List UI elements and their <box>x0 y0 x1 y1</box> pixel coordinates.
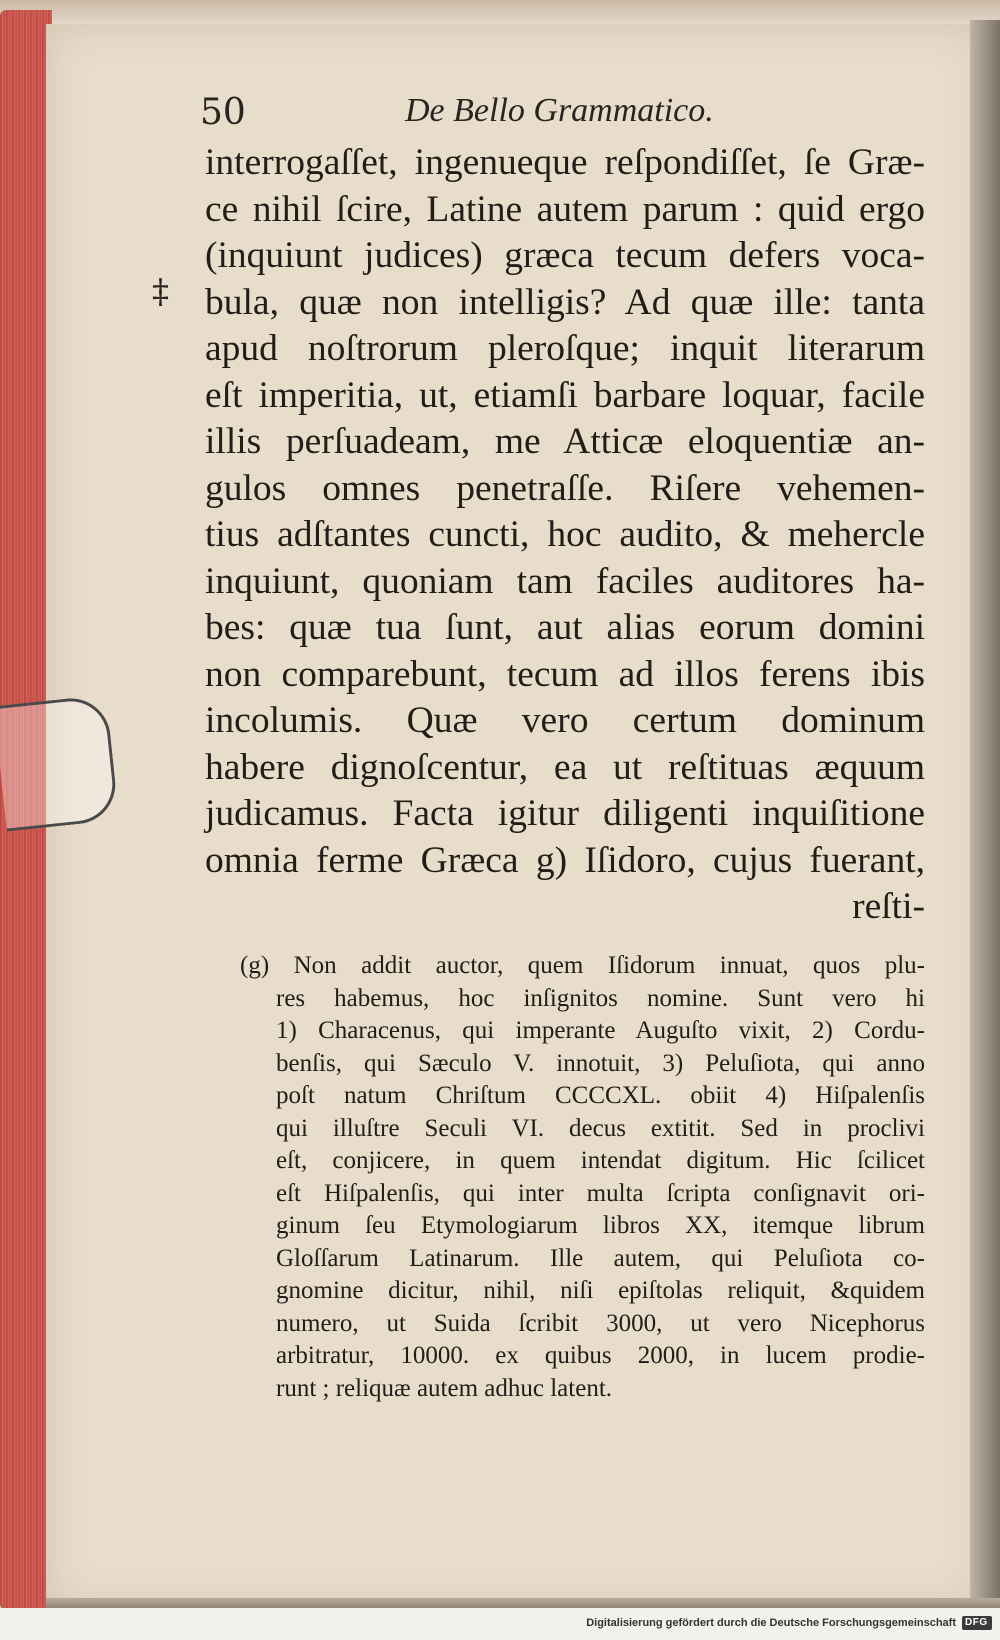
page-gutter <box>970 20 1000 1608</box>
funding-credit: Digitalisierung gefördert durch die Deutsche Forschungsgemeinschaft <box>586 1617 956 1629</box>
footnote-line: qui illuſtre Seculi VI. decus extitit. Sed in proclivi <box>276 1114 925 1142</box>
footer-bar <box>0 1608 1000 1640</box>
text-line: ce nihil ſcire, Latine autem parum : quid ergo <box>205 188 925 230</box>
running-title: De Bello Grammatico. <box>405 92 714 129</box>
text-line: bes: quæ tua ſunt, aut alias eorum domini <box>205 607 925 648</box>
text-line: tius adſtantes cuncti, hoc audito, & mehercle <box>205 514 925 555</box>
footnote-line: gnomine dicitur, nihil, niſi epiſtolas reliquit, &quidem <box>276 1277 925 1304</box>
footnote-line: res habemus, hoc inſignitos nomine. Sunt vero hi <box>276 984 925 1012</box>
text-line: omnia ferme Græca g) Iſidoro, cujus fuerant, <box>205 839 925 881</box>
text-line: inquiunt, quoniam tam faciles auditores ha- <box>205 560 925 602</box>
footnote-line: ginum ſeu Etymologiarum libros XX, itemque librum <box>276 1212 925 1239</box>
page-number: 50 <box>200 92 246 133</box>
text-line: non comparebunt, tecum ad illos ferens ibis <box>205 653 925 695</box>
dfg-logo <box>962 1616 992 1630</box>
footnote-line: (g) Non addit auctor, quem Iſidorum innuat, quos plu- <box>240 952 925 979</box>
text-line: bula, quæ non intelligis? Ad quæ ille: tanta <box>205 281 925 323</box>
dfg-logo-text: DFG <box>965 1617 988 1628</box>
marginal-mark: ‡ <box>152 272 169 312</box>
text-line: eſt imperitia, ut, etiamſi barbare loquar, facile <box>205 374 925 416</box>
main-text-block <box>205 140 925 931</box>
text-line: judicamus. Facta igitur diligenti inquiſitione <box>205 793 925 834</box>
text-line: incolumis. Quæ vero certum dominum <box>205 700 925 741</box>
footnote-line: eſt Hiſpalenſis, qui inter multa ſcripta conſignavit ori- <box>276 1179 925 1207</box>
footnote-line: poſt natum Chriſtum CCCCXL. obiit 4) Hiſpalenſis <box>276 1082 925 1109</box>
text-line: reſti- <box>852 886 925 927</box>
glass-clip <box>0 694 119 831</box>
footnote-line: arbitratur, 10000. ex quibus 2000, in lucem prodie- <box>276 1342 925 1369</box>
footnote-line: runt ; reliquæ autem adhuc latent. <box>276 1374 613 1402</box>
text-line: interrogaſſet, ingenueque reſpondiſſet, ſe Græ- <box>205 142 925 183</box>
footnote-line: Gloſſarum Latinarum. Ille autem, qui Peluſiota co- <box>276 1244 925 1272</box>
page-header <box>200 92 920 142</box>
footnote-line: benſis, qui Sæculo V. innotuit, 3) Peluſiota, qui anno <box>276 1049 925 1077</box>
text-line: illis perſuadeam, me Atticæ eloquentiæ an- <box>205 421 925 462</box>
footnote-line: 1) Characenus, qui imperante Auguſto vixit, 2) Cordu- <box>276 1017 925 1044</box>
footnote-block <box>240 950 925 1405</box>
text-line: (inquiunt judices) græca tecum defers voca- <box>205 235 925 276</box>
footnote-line: numero, ut Suida ſcribit 3000, ut vero Nicephorus <box>276 1309 925 1337</box>
text-line: habere dignoſcentur, ea ut reſtituas æquum <box>205 746 925 788</box>
text-line: apud noſtrorum pleroſque; inquit literarum <box>205 328 925 369</box>
footnote-line: eſt, conjicere, in quem intendat digitum. Hic ſcilicet <box>276 1147 925 1174</box>
text-line: gulos omnes penetraſſe. Riſere vehemen- <box>205 467 925 509</box>
book-bottom-edge <box>46 1598 1000 1608</box>
